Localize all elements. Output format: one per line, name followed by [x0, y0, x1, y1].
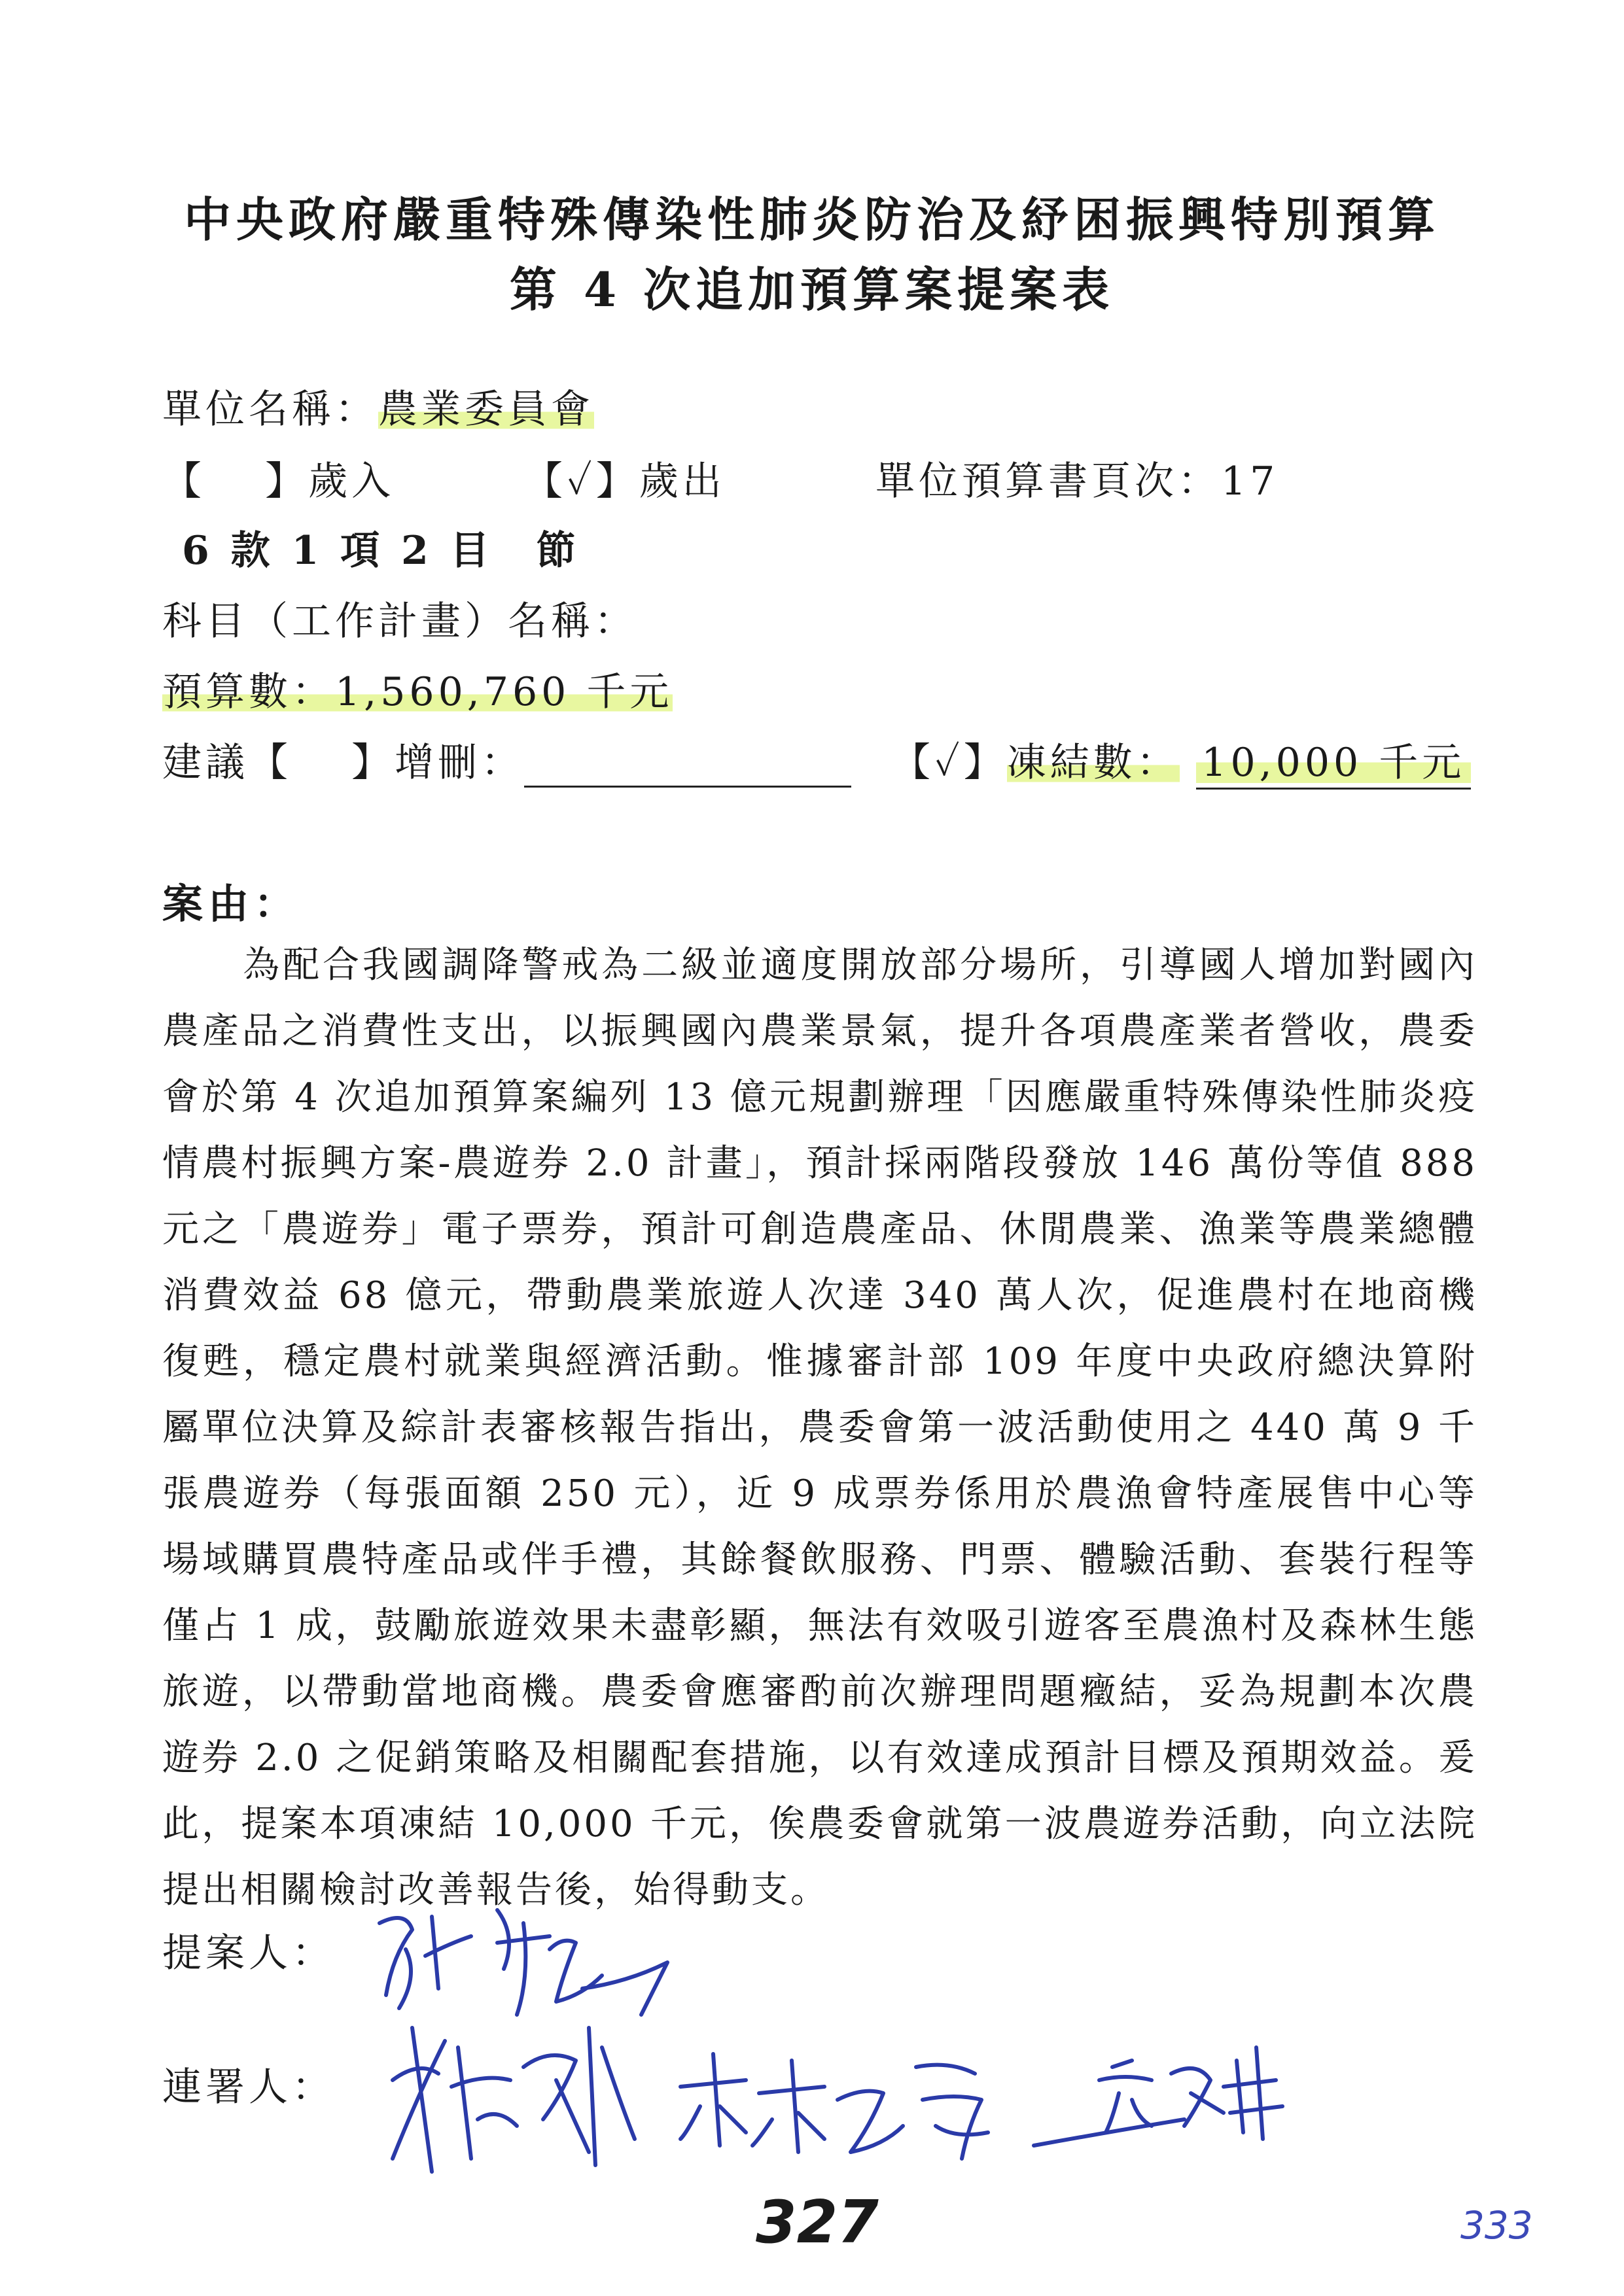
freeze-checkbox: 【✓】 [891, 740, 1007, 786]
reason-body: 為配合我國調降警戒為二級並適度開放部分場所，引導國人增加對國內農產品之消費性支出，以振興國內農業景氣，提升各項農產業者營收，農委會於第 4 次追加預算案編列 13 億元規劃辦理「因應嚴重特殊傳染性肺炎疫情農村振興方案-農遊券 2.0 計畫」，預計採兩階段發放 146 萬份等值 888 元之「農遊券」電子票券，預計可創造農產品、休閒農業、漁業等農業總體消費效益 68 億元，帶動農業旅遊人次達 340 萬人次，促進農村在地商機復甦，穩定農村就業與經濟活動。惟據審計部 109 年度中央政府總決算附屬單位決算及綜計表審核報告指出，農委會第一波活動使用之 440 萬 9 千張農遊券（每張面額 250 元），近 9 成票券係用於農漁會特產展售中心等場域購買農特產品或伴手禮，其餘餐飲服務、門票、體驗活動、套裝行程等僅占 1 成，鼓勵旅遊效果未盡彰顯，無法有效吸引遊客至農漁村及森林生態旅遊，以帶動當地商機。農委會應審酌前次辦理問題癥結，妥為規劃本次農遊券 2.0 之促銷策略及相關配套措施，以有效達成預計目標及預期效益。爰此，提案本項凍結 10,000 千元，俟農委會就第一波農遊券活動，向立法院提出相關檢討改善報告後，始得動支。 [162, 944, 1477, 1911]
freeze-value: 10,000 千元 [1196, 731, 1471, 790]
unit-label: 單位名稱： [162, 387, 378, 432]
subject-name-label: 科目（工作計畫）名稱： [162, 599, 637, 644]
proposal-row [162, 731, 851, 788]
freeze-group [891, 731, 1471, 790]
page-number-handwritten: 327 [756, 2188, 879, 2257]
revenue-label: 歲入 [308, 459, 395, 504]
cosigner-signature-2 [674, 2028, 1027, 2172]
type-row [162, 450, 395, 506]
freeze-label: 凍結數： [1006, 740, 1180, 786]
cosigner-signature-3 [1027, 2021, 1328, 2165]
budget-amount-text: 預算數：1,560,760 千元 [162, 669, 673, 715]
expense-group [523, 450, 726, 506]
cosigner-label: 連署人： [162, 2064, 335, 2110]
budget-amount [162, 661, 673, 717]
add-delete-blank [524, 749, 851, 788]
revenue-checkbox: 【 】 [162, 459, 309, 504]
document-title-line-2: 第 4 次追加預算案提案表 [509, 262, 1115, 317]
cosigner-signature-1 [380, 1989, 654, 2185]
budget-book-page-ref: 單位預算書頁次：17 [875, 459, 1279, 504]
subject-name-row [162, 590, 637, 646]
reason-heading: 案由： [162, 880, 300, 928]
subject-code: 6 款 1 項 2 目 節 [182, 528, 580, 574]
proposal-label: 建議【 】增刪： [162, 740, 525, 786]
unit-value: 農業委員會 [378, 387, 594, 432]
document-title-line-1: 中央政府嚴重特殊傳染性肺炎防治及紓困振興特別預算 [183, 192, 1440, 247]
unit-row [162, 378, 594, 434]
expense-checkbox: 【✓】 [523, 459, 639, 504]
page-number-corner: 333 [1460, 2203, 1533, 2248]
expense-label: 歲出 [639, 459, 726, 504]
proposer-label: 提案人： [162, 1930, 335, 1976]
